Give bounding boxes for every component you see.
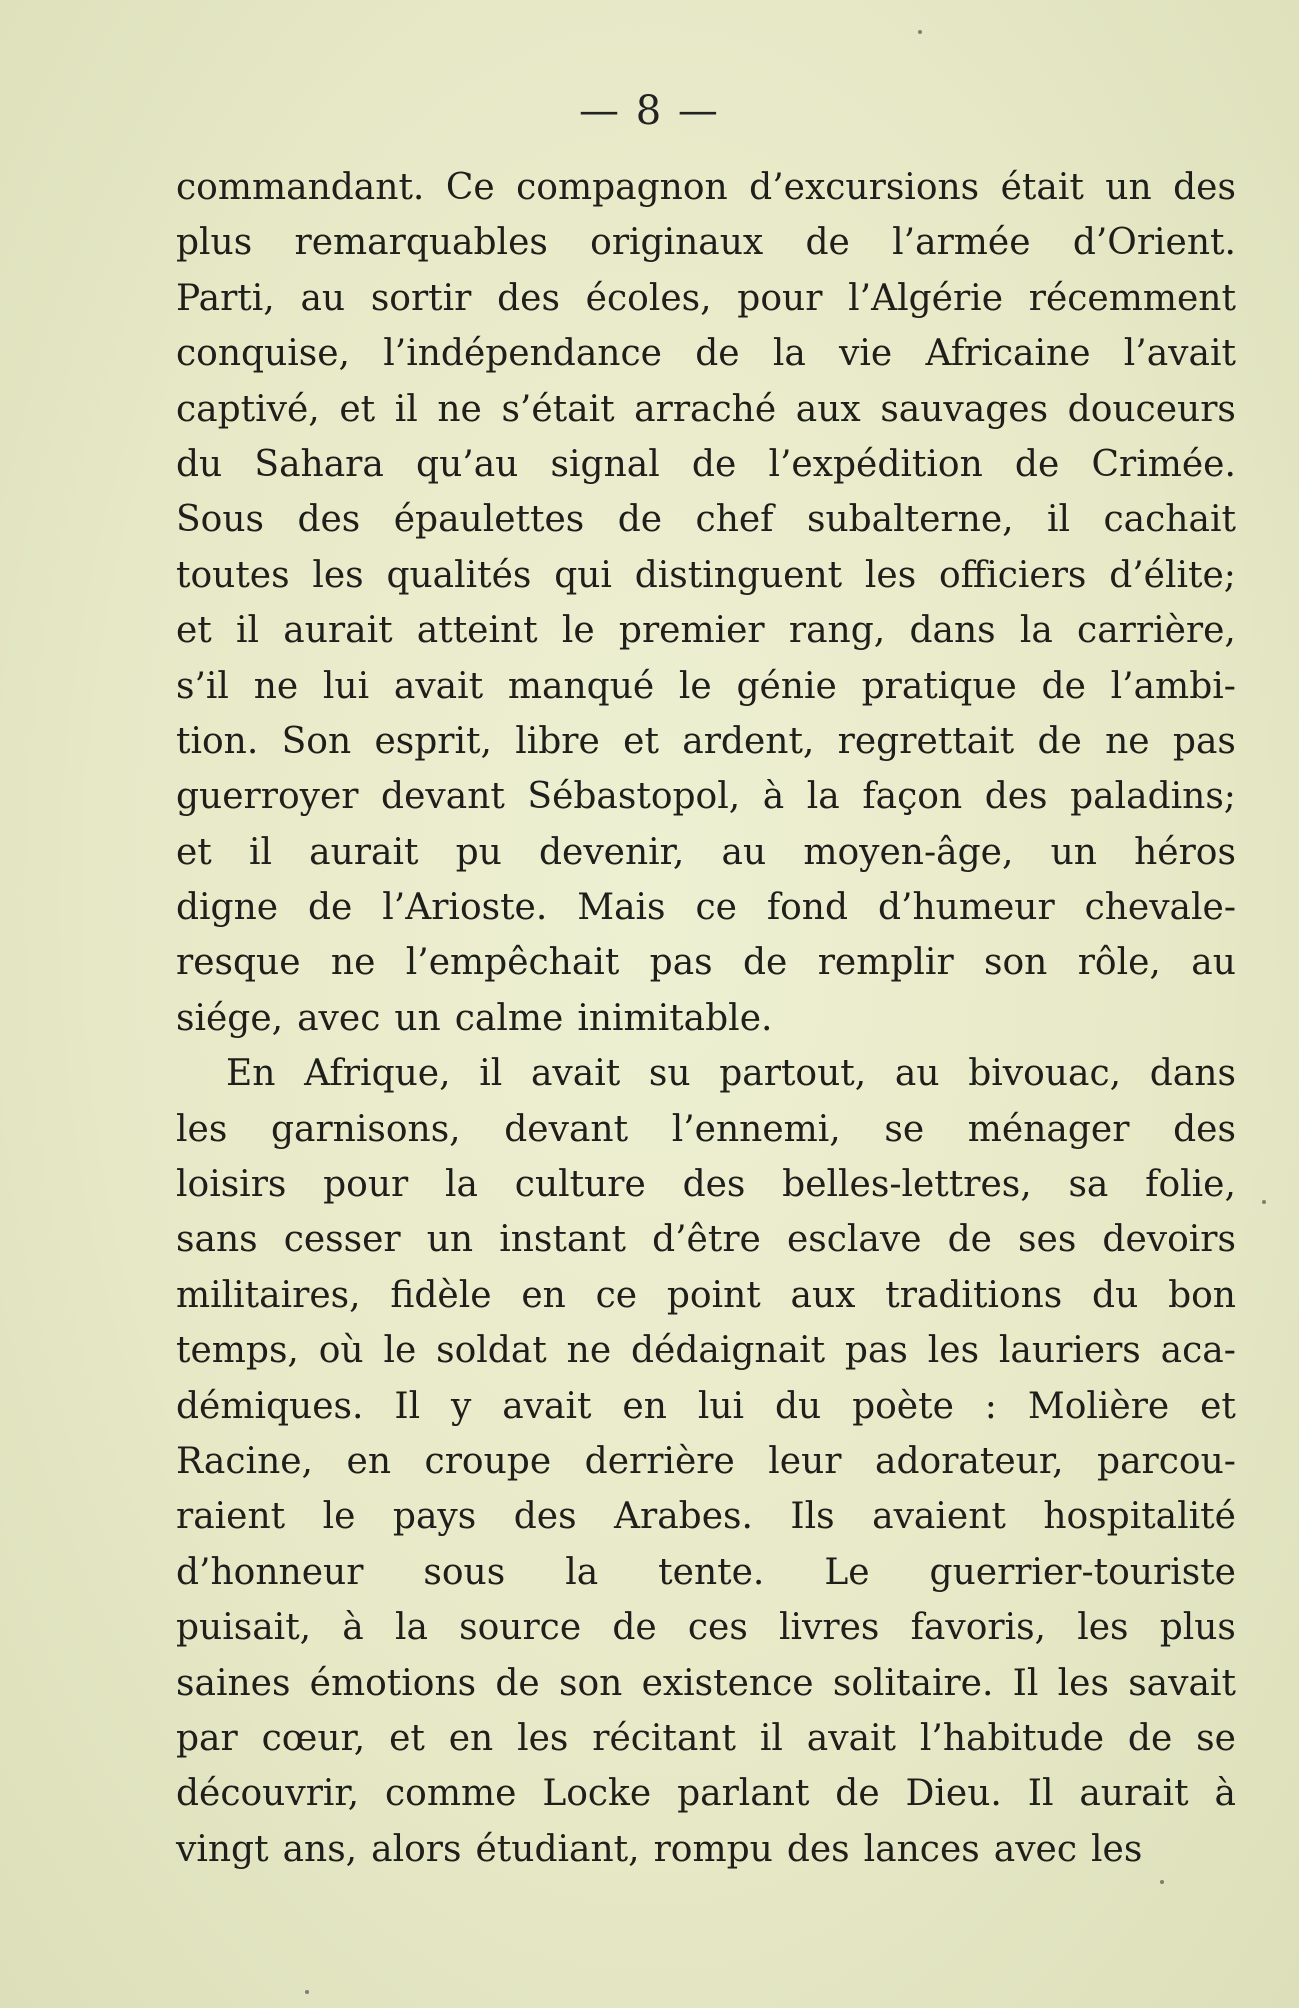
text-line: toutes les qualités qui distinguent les officiers d’élite; xyxy=(176,554,1236,596)
text-line: raient le pays des Arabes. Ils avaient hospitalité xyxy=(176,1496,1236,1538)
text-line: conquise, l’indépendance de la vie Africaine l’avait xyxy=(176,333,1236,375)
text-line: commandant. Ce compagnon d’excursions était un des xyxy=(176,167,1236,208)
text-line: et il aurait atteint le premier rang, dans la carrière, xyxy=(176,610,1236,652)
text-line: s’il ne lui avait manqué le génie pratique de l’ambi- xyxy=(176,665,1236,707)
text-line: siége, avec un calme inimitable. xyxy=(176,997,773,1039)
text-line: démiques. Il y avait en lui du poète : Molière et xyxy=(176,1385,1236,1427)
text-line: et il aurait pu devenir, au moyen-âge, un héros xyxy=(176,831,1236,873)
text-line: découvrir, comme Locke parlant de Dieu. Il aurait à xyxy=(176,1773,1236,1815)
text-line: militaires, fidèle en ce point aux traditions du bon xyxy=(176,1274,1236,1316)
page-number: — 8 — xyxy=(579,88,720,134)
text-line: du Sahara qu’au signal de l’expédition de Crimée. xyxy=(176,443,1236,485)
text-line: d’honneur sous la tente. Le guerrier-touriste xyxy=(176,1551,1236,1593)
text-line: Racine, en croupe derrière leur adorateur, parcou- xyxy=(176,1440,1236,1482)
text-line: puisait, à la source de ces livres favoris, les plus xyxy=(176,1607,1236,1649)
paper-speck xyxy=(305,1990,309,1994)
text-line: par cœur, et en les récitant il avait l’habitude de se xyxy=(176,1717,1236,1759)
body-text xyxy=(176,160,1236,1877)
paragraph-2 xyxy=(176,1046,1236,1877)
text-line: captivé, et il ne s’était arraché aux sauvages douceurs xyxy=(176,388,1236,430)
paper-speck xyxy=(1160,1880,1164,1884)
text-line: Parti, au sortir des écoles, pour l’Algérie récemment xyxy=(176,277,1236,319)
paper-speck xyxy=(918,30,922,34)
text-line: guerroyer devant Sébastopol, à la façon des paladins; xyxy=(176,776,1236,818)
text-line: tion. Son esprit, libre et ardent, regrettait de ne pas xyxy=(176,720,1236,762)
text-line: loisirs pour la culture des belles-lettres, sa folie, xyxy=(176,1164,1236,1206)
text-line: temps, où le soldat ne dédaignait pas les lauriers aca- xyxy=(176,1330,1236,1372)
text-line: plus remarquables originaux de l’armée d’Orient. xyxy=(176,222,1236,264)
text-line: sans cesser un instant d’être esclave de ses devoirs xyxy=(176,1219,1236,1261)
paper-speck xyxy=(1262,1200,1266,1204)
text-line: Sous des épaulettes de chef subalterne, il cachait xyxy=(176,499,1236,541)
text-line: vingt ans, alors étudiant, rompu des lances avec les xyxy=(176,1828,1143,1870)
paragraph-1 xyxy=(176,160,1236,1046)
text-line: En Afrique, il avait su partout, au bivouac, dans xyxy=(226,1053,1236,1095)
text-line: les garnisons, devant l’ennemi, se ménager des xyxy=(176,1108,1236,1150)
text-line: resque ne l’empêchait pas de remplir son rôle, au xyxy=(176,942,1236,984)
text-line: digne de l’Arioste. Mais ce fond d’humeur chevale- xyxy=(176,887,1236,929)
text-line: saines émotions de son existence solitaire. Il les savait xyxy=(176,1662,1236,1704)
